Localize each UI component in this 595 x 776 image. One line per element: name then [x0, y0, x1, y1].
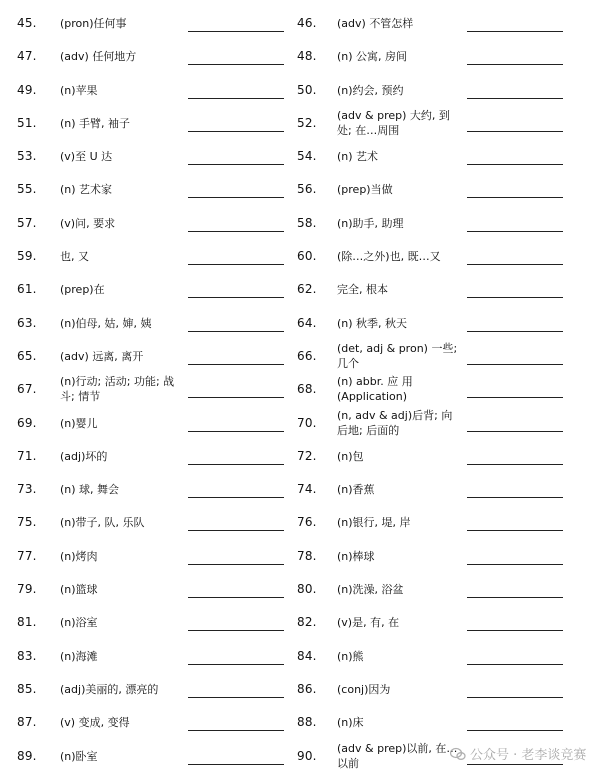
item-number: 58.: [297, 216, 317, 230]
vocab-item: [0, 673, 290, 706]
item-number: 57.: [17, 216, 37, 230]
item-definition: (conj)因为: [337, 683, 391, 696]
vocab-item: [297, 640, 595, 673]
vocab-item: [0, 173, 290, 206]
vocab-row: [0, 207, 595, 240]
vocab-item: [297, 40, 595, 73]
item-definition: (prep)在: [60, 283, 105, 296]
wechat-official-account-icon: [450, 747, 466, 761]
item-definition: (n)篮球: [60, 583, 98, 596]
vocab-item: [297, 140, 595, 173]
vocab-item: [0, 340, 290, 373]
item-number: 90.: [297, 749, 317, 763]
vocab-item: [0, 540, 290, 573]
item-definition: (adv & prep) 大约, 到处; 在…周围: [337, 109, 450, 137]
vocab-row: [0, 273, 595, 306]
item-number: 64.: [297, 316, 317, 330]
item-definition: (adv) 不管怎样: [337, 17, 414, 30]
item-definition: (n)浴室: [60, 616, 98, 629]
vocab-item: [0, 240, 290, 273]
item-number: 89.: [17, 749, 37, 763]
item-definition: (n)伯母, 姑, 婶, 姨: [60, 317, 152, 330]
answer-blank[interactable]: [467, 564, 563, 565]
item-definition: (v) 变成, 变得: [60, 716, 130, 729]
answer-blank[interactable]: [188, 397, 284, 398]
answer-blank[interactable]: [467, 397, 563, 398]
answer-blank[interactable]: [188, 497, 284, 498]
item-number: 77.: [17, 549, 37, 563]
item-number: 50.: [297, 83, 317, 97]
vocab-row: [0, 473, 595, 506]
vocab-item: [297, 74, 595, 107]
answer-blank[interactable]: [188, 331, 284, 332]
item-definition: (n) abbr. 应 用 (Application): [337, 375, 413, 403]
vocab-row: [0, 373, 595, 406]
vocab-row: [0, 706, 595, 739]
vocab-item: [297, 440, 595, 473]
answer-blank[interactable]: [467, 197, 563, 198]
answer-blank[interactable]: [188, 131, 284, 132]
item-number: 45.: [17, 16, 37, 30]
answer-blank[interactable]: [188, 664, 284, 665]
item-number: 70.: [297, 416, 317, 430]
item-number: 87.: [17, 715, 37, 729]
vocab-row: [0, 7, 595, 40]
item-definition: (n) 球, 舞会: [60, 483, 120, 496]
vocab-item: [0, 40, 290, 73]
item-number: 61.: [17, 282, 37, 296]
item-number: 52.: [297, 116, 317, 130]
vocab-item: [297, 173, 595, 206]
item-number: 49.: [17, 83, 37, 97]
answer-blank[interactable]: [188, 364, 284, 365]
vocab-row: [0, 640, 595, 673]
item-definition: (n)海滩: [60, 650, 98, 663]
vocab-item: [0, 373, 290, 406]
item-definition: (adj)坏的: [60, 450, 108, 463]
answer-blank[interactable]: [188, 31, 284, 32]
item-number: 65.: [17, 349, 37, 363]
item-number: 74.: [297, 482, 317, 496]
item-number: 83.: [17, 649, 37, 663]
item-number: 75.: [17, 515, 37, 529]
item-number: 48.: [297, 49, 317, 63]
item-number: 88.: [297, 715, 317, 729]
answer-blank[interactable]: [467, 630, 563, 631]
item-definition: (n) 艺术: [337, 150, 379, 163]
item-definition: (n)行动; 活动; 功能; 战斗; 情节: [60, 375, 175, 403]
vocab-item: [0, 140, 290, 173]
answer-blank[interactable]: [188, 98, 284, 99]
vocab-row: [0, 506, 595, 539]
item-number: 76.: [297, 515, 317, 529]
item-definition: 完全, 根本: [337, 283, 388, 296]
vocab-row: [0, 173, 595, 206]
answer-blank[interactable]: [467, 431, 563, 432]
vocab-item: [0, 473, 290, 506]
item-definition: (adv) 远离, 离开: [60, 350, 144, 363]
answer-blank[interactable]: [188, 464, 284, 465]
item-definition: (n)烤肉: [60, 550, 98, 563]
vocab-item: [0, 107, 290, 140]
item-definition: (n)婴儿: [60, 417, 98, 430]
watermark: [450, 744, 586, 763]
vocab-item: [0, 407, 290, 440]
vocab-item: [297, 340, 595, 373]
item-number: 86.: [297, 682, 317, 696]
vocab-row: [0, 340, 595, 373]
vocab-item: [297, 573, 595, 606]
item-number: 54.: [297, 149, 317, 163]
item-definition: (n)助手, 助理: [337, 217, 404, 230]
answer-blank[interactable]: [467, 231, 563, 232]
item-number: 71.: [17, 449, 37, 463]
vocab-item: [0, 7, 290, 40]
item-definition: (n) 秋季, 秋天: [337, 317, 408, 330]
vocab-row: [0, 440, 595, 473]
item-number: 73.: [17, 482, 37, 496]
item-definition: (n) 公寓, 房间: [337, 50, 408, 63]
answer-blank[interactable]: [467, 730, 563, 731]
answer-blank[interactable]: [188, 564, 284, 565]
vocab-item: [297, 107, 595, 140]
answer-blank[interactable]: [188, 697, 284, 698]
answer-blank[interactable]: [188, 597, 284, 598]
item-definition: (det, adj & pron) 一些; 几个: [337, 342, 458, 370]
item-number: 47.: [17, 49, 37, 63]
answer-blank[interactable]: [188, 231, 284, 232]
item-definition: (n) 手臂, 袖子: [60, 117, 131, 130]
item-definition: (n)约会, 预约: [337, 84, 404, 97]
vocab-item: [297, 273, 595, 306]
vocab-item: [297, 7, 595, 40]
answer-blank[interactable]: [188, 431, 284, 432]
answer-blank[interactable]: [188, 64, 284, 65]
vocab-item: [0, 706, 290, 739]
answer-blank[interactable]: [467, 164, 563, 165]
item-number: 69.: [17, 416, 37, 430]
answer-blank[interactable]: [467, 64, 563, 65]
item-number: 46.: [297, 16, 317, 30]
vocab-row: [0, 673, 595, 706]
item-number: 55.: [17, 182, 37, 196]
vocab-item: [297, 606, 595, 639]
item-definition: (n)床: [337, 716, 364, 729]
vocab-item: [297, 240, 595, 273]
item-definition: (v)问, 要求: [60, 217, 116, 230]
watermark-text: 公众号 · 老李谈竞赛: [470, 748, 587, 763]
vocab-item: [0, 606, 290, 639]
vocab-item: [297, 673, 595, 706]
answer-blank[interactable]: [467, 364, 563, 365]
answer-blank[interactable]: [188, 530, 284, 531]
answer-blank[interactable]: [467, 530, 563, 531]
answer-blank[interactable]: [188, 264, 284, 265]
answer-blank[interactable]: [467, 131, 563, 132]
answer-blank[interactable]: [467, 664, 563, 665]
item-definition: (adv & prep)以前, 在…以前: [337, 742, 458, 770]
item-definition: (除…之外)也, 既…又: [337, 250, 441, 263]
item-number: 62.: [297, 282, 317, 296]
answer-blank[interactable]: [467, 597, 563, 598]
item-definition: (prep)当做: [337, 183, 393, 196]
answer-blank[interactable]: [467, 497, 563, 498]
answer-blank[interactable]: [188, 730, 284, 731]
vocab-item: [0, 506, 290, 539]
item-number: 67.: [17, 382, 37, 396]
item-number: 72.: [297, 449, 317, 463]
vocab-item: [0, 307, 290, 340]
vocab-row: [0, 606, 595, 639]
item-definition: (n)香蕉: [337, 483, 375, 496]
item-number: 85.: [17, 682, 37, 696]
vocab-row: [0, 407, 595, 440]
item-number: 84.: [297, 649, 317, 663]
item-number: 80.: [297, 582, 317, 596]
item-definition: (n)卧室: [60, 750, 98, 763]
answer-blank[interactable]: [188, 164, 284, 165]
item-definition: (n)包: [337, 450, 364, 463]
vocab-item: [0, 440, 290, 473]
answer-blank[interactable]: [467, 764, 563, 765]
vocab-row: [0, 540, 595, 573]
item-definition: (adv) 任何地方: [60, 50, 137, 63]
item-number: 82.: [297, 615, 317, 629]
vocab-item: [297, 407, 595, 440]
item-definition: (v)至 U 达: [60, 150, 113, 163]
item-number: 66.: [297, 349, 317, 363]
item-definition: (n)棒球: [337, 550, 375, 563]
answer-blank[interactable]: [467, 331, 563, 332]
item-definition: (pron)任何事: [60, 17, 127, 30]
item-definition: (n)洗澡, 浴盆: [337, 583, 404, 596]
item-definition: (n)带子, 队, 乐队: [60, 516, 145, 529]
answer-blank[interactable]: [467, 697, 563, 698]
vocab-item: [0, 573, 290, 606]
vocab-item: [0, 640, 290, 673]
item-number: 63.: [17, 316, 37, 330]
vocab-item: [297, 207, 595, 240]
vocab-row: [0, 307, 595, 340]
answer-blank[interactable]: [188, 197, 284, 198]
answer-blank[interactable]: [467, 464, 563, 465]
item-number: 78.: [297, 549, 317, 563]
vocab-item: [297, 473, 595, 506]
vocab-item: [297, 706, 595, 739]
item-definition: (v)是, 有, 在: [337, 616, 400, 629]
item-number: 60.: [297, 249, 317, 263]
vocab-item: [0, 207, 290, 240]
vocab-row: [0, 240, 595, 273]
vocab-item: [0, 74, 290, 107]
item-definition: (n, adv & adj)后背; 向后地; 后面的: [337, 409, 453, 437]
answer-blank[interactable]: [467, 31, 563, 32]
vocab-row: [0, 573, 595, 606]
vocab-item: [297, 307, 595, 340]
vocab-item: [297, 373, 595, 406]
item-number: 81.: [17, 615, 37, 629]
item-definition: (n)苹果: [60, 84, 98, 97]
item-number: 51.: [17, 116, 37, 130]
item-definition: (n)熊: [337, 650, 364, 663]
vocab-item: [0, 273, 290, 306]
vocab-row: [0, 140, 595, 173]
item-number: 68.: [297, 382, 317, 396]
vocab-item: [297, 506, 595, 539]
item-number: 56.: [297, 182, 317, 196]
vocab-row: [0, 107, 595, 140]
answer-blank[interactable]: [467, 98, 563, 99]
item-number: 79.: [17, 582, 37, 596]
vocab-item: [0, 740, 290, 773]
answer-blank[interactable]: [188, 764, 284, 765]
answer-blank[interactable]: [188, 297, 284, 298]
item-definition: (adj)美丽的, 漂亮的: [60, 683, 159, 696]
vocab-row: [0, 40, 595, 73]
item-definition: 也, 又: [60, 250, 89, 263]
item-definition: (n)银行, 堤, 岸: [337, 516, 411, 529]
answer-blank[interactable]: [467, 297, 563, 298]
answer-blank[interactable]: [188, 630, 284, 631]
item-definition: (n) 艺术家: [60, 183, 113, 196]
item-number: 53.: [17, 149, 37, 163]
item-number: 59.: [17, 249, 37, 263]
answer-blank[interactable]: [467, 264, 563, 265]
vocab-item: [297, 540, 595, 573]
vocab-row: [0, 74, 595, 107]
